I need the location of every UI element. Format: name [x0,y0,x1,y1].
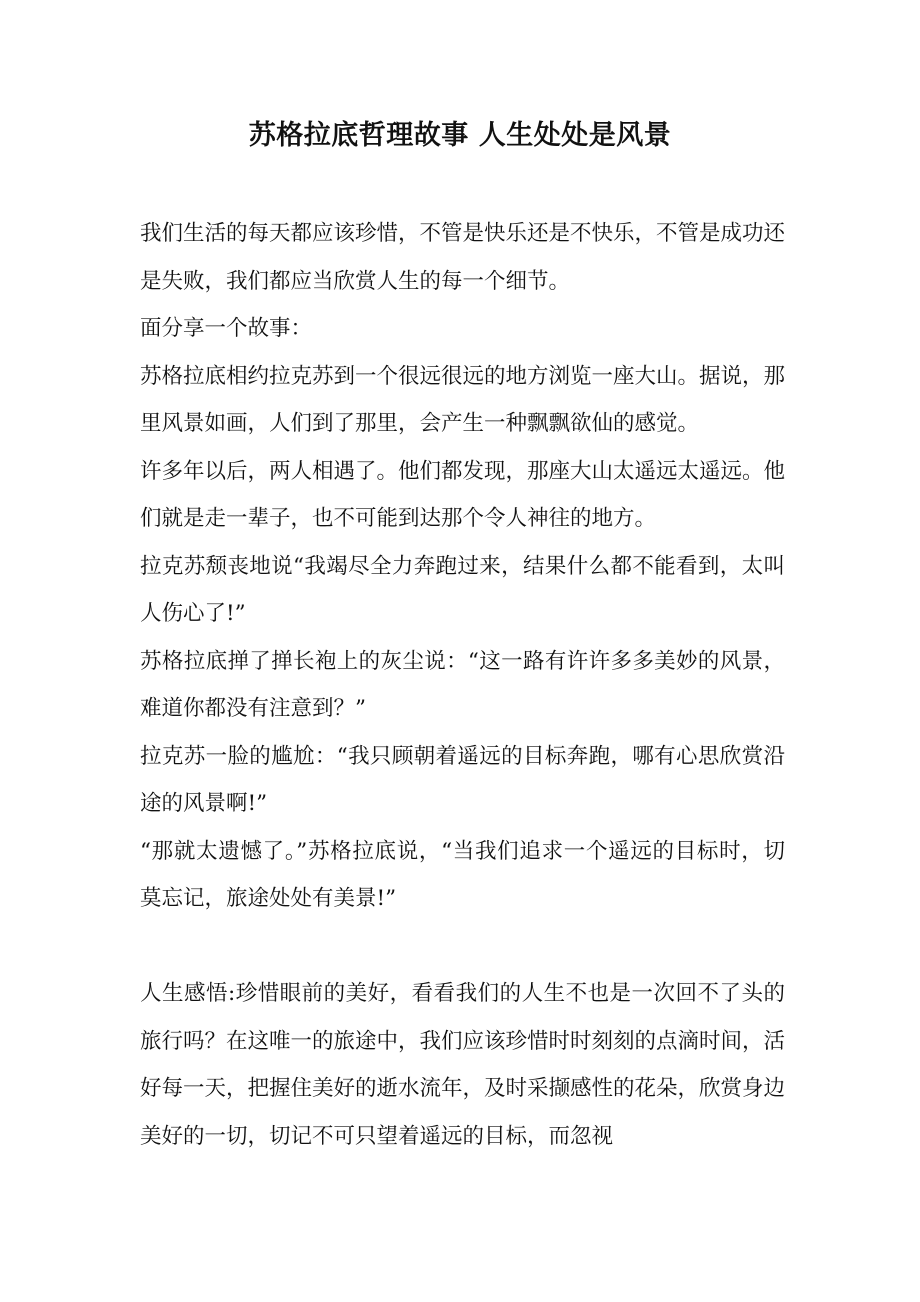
paragraph-share: 面分享一个故事： [140,316,313,341]
paragraph-story-4: 苏格拉底掸了掸长袍上的灰尘说：“这一路有许许多多美妙的风景，难道你都没有注意到？” [140,648,785,721]
document-body [140,210,785,1160]
paragraph-story-3: 拉克苏颓丧地说“我竭尽全力奔跑过来，结果什么都不能看到，太叫人伤心了!” [140,553,785,626]
paragraph-story-1: 苏格拉底相约拉克苏到一个很远很远的地方浏览一座大山。据说，那里风景如画，人们到了那里，会产生一种飘飘欲仙的感觉。 [140,363,786,436]
paragraph-story-5: 拉克苏一脸的尴尬：“我只顾朝着遥远的目标奔跑，哪有心思欣赏沿途的风景啊!” [140,743,785,816]
paragraph-spacer [140,923,785,971]
paragraph-reflection: 人生感悟:珍惜眼前的美好，看看我们的人生不也是一次回不了头的旅行吗？在这唯一的旅途中，我们应该珍惜时时刻刻的点滴时间，活好每一天，把握住美好的逝水流年，及时采撷感性的花朵，欣赏身边美好的一切，切记不可只望着遥远的目标，而忽视 [140,981,786,1149]
paragraph-story-6: “那就太遗憾了。”苏格拉底说，“当我们追求一个遥远的目标时，切莫忘记，旅途处处有美景!” [140,838,785,911]
paragraph-story-2: 许多年以后，两人相遇了。他们都发现，那座大山太遥远太遥远。他们就是走一辈子，也不可能到达那个令人神往的地方。 [140,458,786,531]
paragraph-intro: 我们生活的每天都应该珍惜，不管是快乐还是不快乐，不管是成功还是失败，我们都应当欣赏人生的每一个细节。 [140,221,786,294]
document-title: 苏格拉底哲理故事 人生处处是风景 [248,120,672,151]
